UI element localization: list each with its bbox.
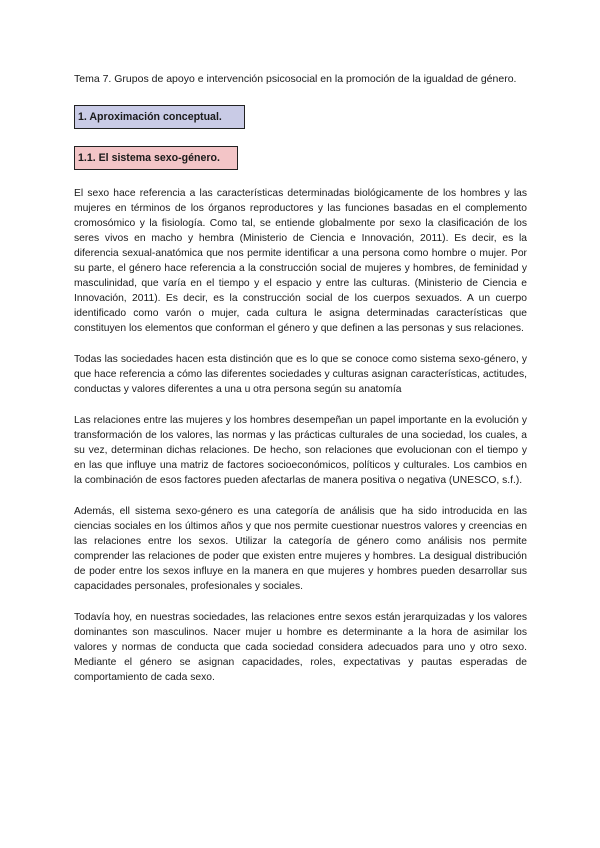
document-page [74, 72, 527, 685]
paragraph-relaciones-mujeres-hombres: Las relaciones entre las mujeres y los hombres desempeñan un papel importante en la evolución y transformación de los valores, las normas y las prácticas culturales de una sociedad, los cuales, a su vez, determinan dichas relaciones. De hecho, son relaciones que evolucionan con el tiempo y en las que influye una matriz de factores socioeconómicos, políticos y culturales. Los cambios en la combinación de esos factores pueden afectarlas de manera positiva o negativa (UNESCO, s.f.). [74, 415, 527, 486]
document-title: Tema 7. Grupos de apoyo e intervención psicosocial en la promoción de la igualdad de género. [74, 73, 517, 85]
section-heading-aproximacion: 1. Aproximación conceptual. [74, 105, 245, 129]
subsection-heading-sistema-sexo-genero: 1.1. El sistema sexo-género. [74, 146, 238, 170]
paragraph-categoria-analisis: Además, ell sistema sexo-género es una categoría de análisis que ha sido introducida en las ciencias sociales en los últimos años y que nos permite cuestionar nuestros valores y creencias en las relaciones entre los sexos. Utilizar la categoría de género como análisis nos permite comprender las relaciones de poder que existen entre mujeres y hombres. La desigual distribución de poder entre los sexos influye en la manera en que mujeres y hombres pueden desarrollar sus capacidades personales, profesionales y sociales. [74, 506, 527, 592]
paragraph-sexo-definicion: El sexo hace referencia a las características determinadas biológicamente de los hombres y las mujeres en términos de los órganos reproductores y las funciones basadas en el complemento cromosómico y la fisiología. Como tal, se entiende globalmente por sexo la clasificación de los seres vivos en macho y hembra (Ministerio de Ciencia e Innovación, 2011). Es decir, es la diferencia sexual-anatómica que nos permite identificar a una persona como hombre o mujer. Por su parte, el género hace referencia a la construcción social de mujeres y hombres, de feminidad y masculinidad, que varía en el tiempo y el espacio y entre las culturas. (Ministerio de Ciencia e Innovación, 2011). Es decir, es la construcción social de los cuerpos sexuados. A un cuerpo identificado como varón o mujer, cada cultura le asigna determinadas características que constituyen los elementos que conforman el género y que definen a las personas y sus relaciones. [74, 188, 527, 334]
paragraph-jerarquia-sexos: Todavía hoy, en nuestras sociedades, las relaciones entre sexos están jerarquizadas y los valores dominantes son masculinos. Nacer mujer u hombre es determinante a la hora de asimilar los valores y normas de conducta que cada sociedad considera adecuados para uno y otro sexo. Mediante el género se asignan capacidades, roles, expectativas y pautas esperadas de comportamiento de cada sexo. [74, 612, 527, 683]
paragraph-sistema-sexo-genero: Todas las sociedades hacen esta distinción que es lo que se conoce como sistema sexo-género, y que hace referencia a cómo las diferentes sociedades y culturas asignan características, actitudes, conductas y valores diferentes a una u otra persona según su anatomía [74, 354, 527, 395]
